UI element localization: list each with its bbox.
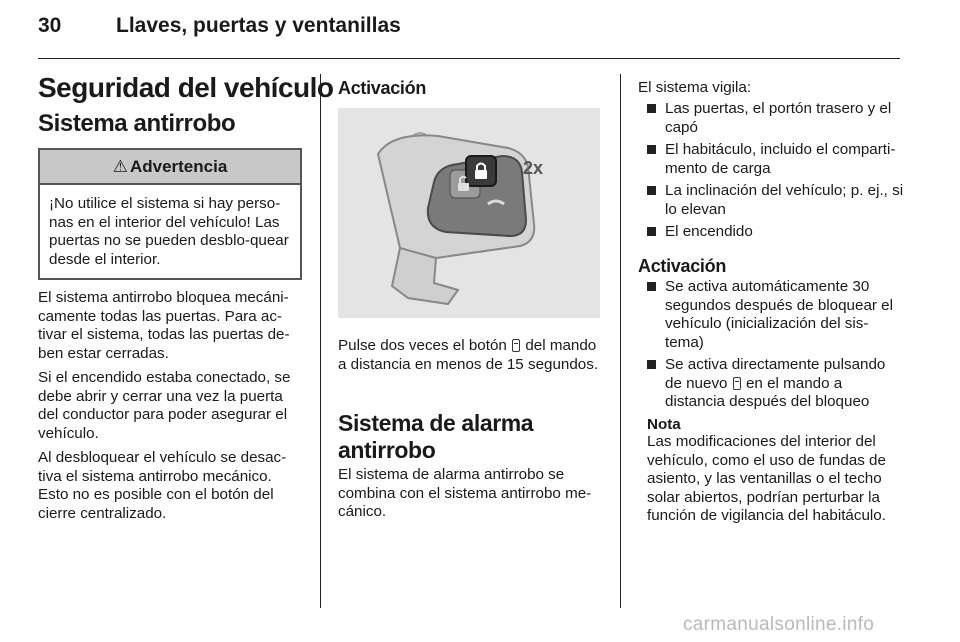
note-box <box>647 416 904 526</box>
warning-text: ¡No utilice el sistema si hay perso-nas en el interior del vehículo! Las puertas no se pueden desblo-quear desde el interior. <box>49 195 289 268</box>
list-item: Se activa automáticamente 30 segundos después de bloquear el vehículo (inicialización del sis-tema) <box>638 278 904 352</box>
paragraph: El sistema antirrobo bloquea mecáni-camente todas las puertas. Para ac-tivar el sistema, todas las puertas de-ben estar cerradas. <box>38 289 290 362</box>
monitor-intro: El sistema vigila: <box>638 79 752 96</box>
key-fob-icon <box>338 108 600 318</box>
watermark: carmanualsonline.info <box>683 614 875 635</box>
column-separator-1 <box>320 74 321 608</box>
activation-list <box>638 278 904 416</box>
warning-triangle-icon: ⚠ <box>112 156 128 176</box>
key-lock-icon <box>733 377 741 390</box>
list-item: El habitáculo, incluido el comparti-mento de carga <box>638 141 904 178</box>
chapter-title: Llaves, puertas y ventanillas <box>116 14 401 37</box>
alarm-paragraph: El sistema de alarma antirrobo se combina con el sistema antirrobo me-cánico. <box>338 466 592 520</box>
section-heading: Seguridad del vehículo <box>38 72 334 103</box>
caption-text: Pulse dos veces el botón <box>338 337 507 354</box>
note-text: Las modificaciones del interior del vehículo, como el uso de fundas de asiento, y las ventanillas o el techo solar abiertos, podrían perturbar la función de vigilancia del habitáculo. <box>647 433 886 524</box>
bullet-icon <box>647 227 656 236</box>
caption-text: del mando a distancia en menos de 15 segundos. <box>338 337 599 373</box>
activation-subheading: Activación <box>638 256 727 276</box>
bullet-icon <box>647 360 656 369</box>
list-item: La inclinación del vehículo; p. ej., si lo elevan <box>638 182 904 219</box>
column-separator-2 <box>620 74 621 608</box>
key-lock-icon <box>512 339 520 352</box>
body-text <box>38 289 306 523</box>
note-title: Nota <box>647 416 681 433</box>
bullet-icon <box>647 104 656 113</box>
page-header <box>38 14 401 38</box>
image-label: 2x <box>523 158 544 178</box>
bullet-icon <box>647 145 656 154</box>
monitor-list <box>638 100 904 246</box>
paragraph: Al desbloquear el vehículo se desac-tiva el sistema antirrobo mecánico. Esto no es posible con el botón del cierre centralizado. <box>38 449 287 522</box>
header-rule <box>38 58 900 59</box>
list-item: El encendido <box>638 223 904 242</box>
bullet-icon <box>647 186 656 195</box>
warning-box <box>38 148 302 280</box>
warning-header <box>40 150 300 185</box>
activation-heading: Activación <box>338 78 427 98</box>
bullet-icon <box>647 282 656 291</box>
alarm-heading: Sistema de alarma antirrobo <box>338 410 534 463</box>
paragraph: Si el encendido estaba conectado, se debe abrir y cerrar una vez la puerta del conductor para poder asegurar el vehículo. <box>38 369 291 442</box>
warning-title: Advertencia <box>129 156 228 176</box>
list-item: Se activa directamente pulsando de nuevo en el mando a distancia después del bloqueo <box>638 356 904 412</box>
activation-caption <box>338 337 604 374</box>
page-number: 30 <box>38 14 62 37</box>
subsection-heading: Sistema antirrobo <box>38 110 236 137</box>
list-item: Las puertas, el portón trasero y el capó <box>638 100 904 137</box>
key-fob-illustration <box>338 108 600 318</box>
